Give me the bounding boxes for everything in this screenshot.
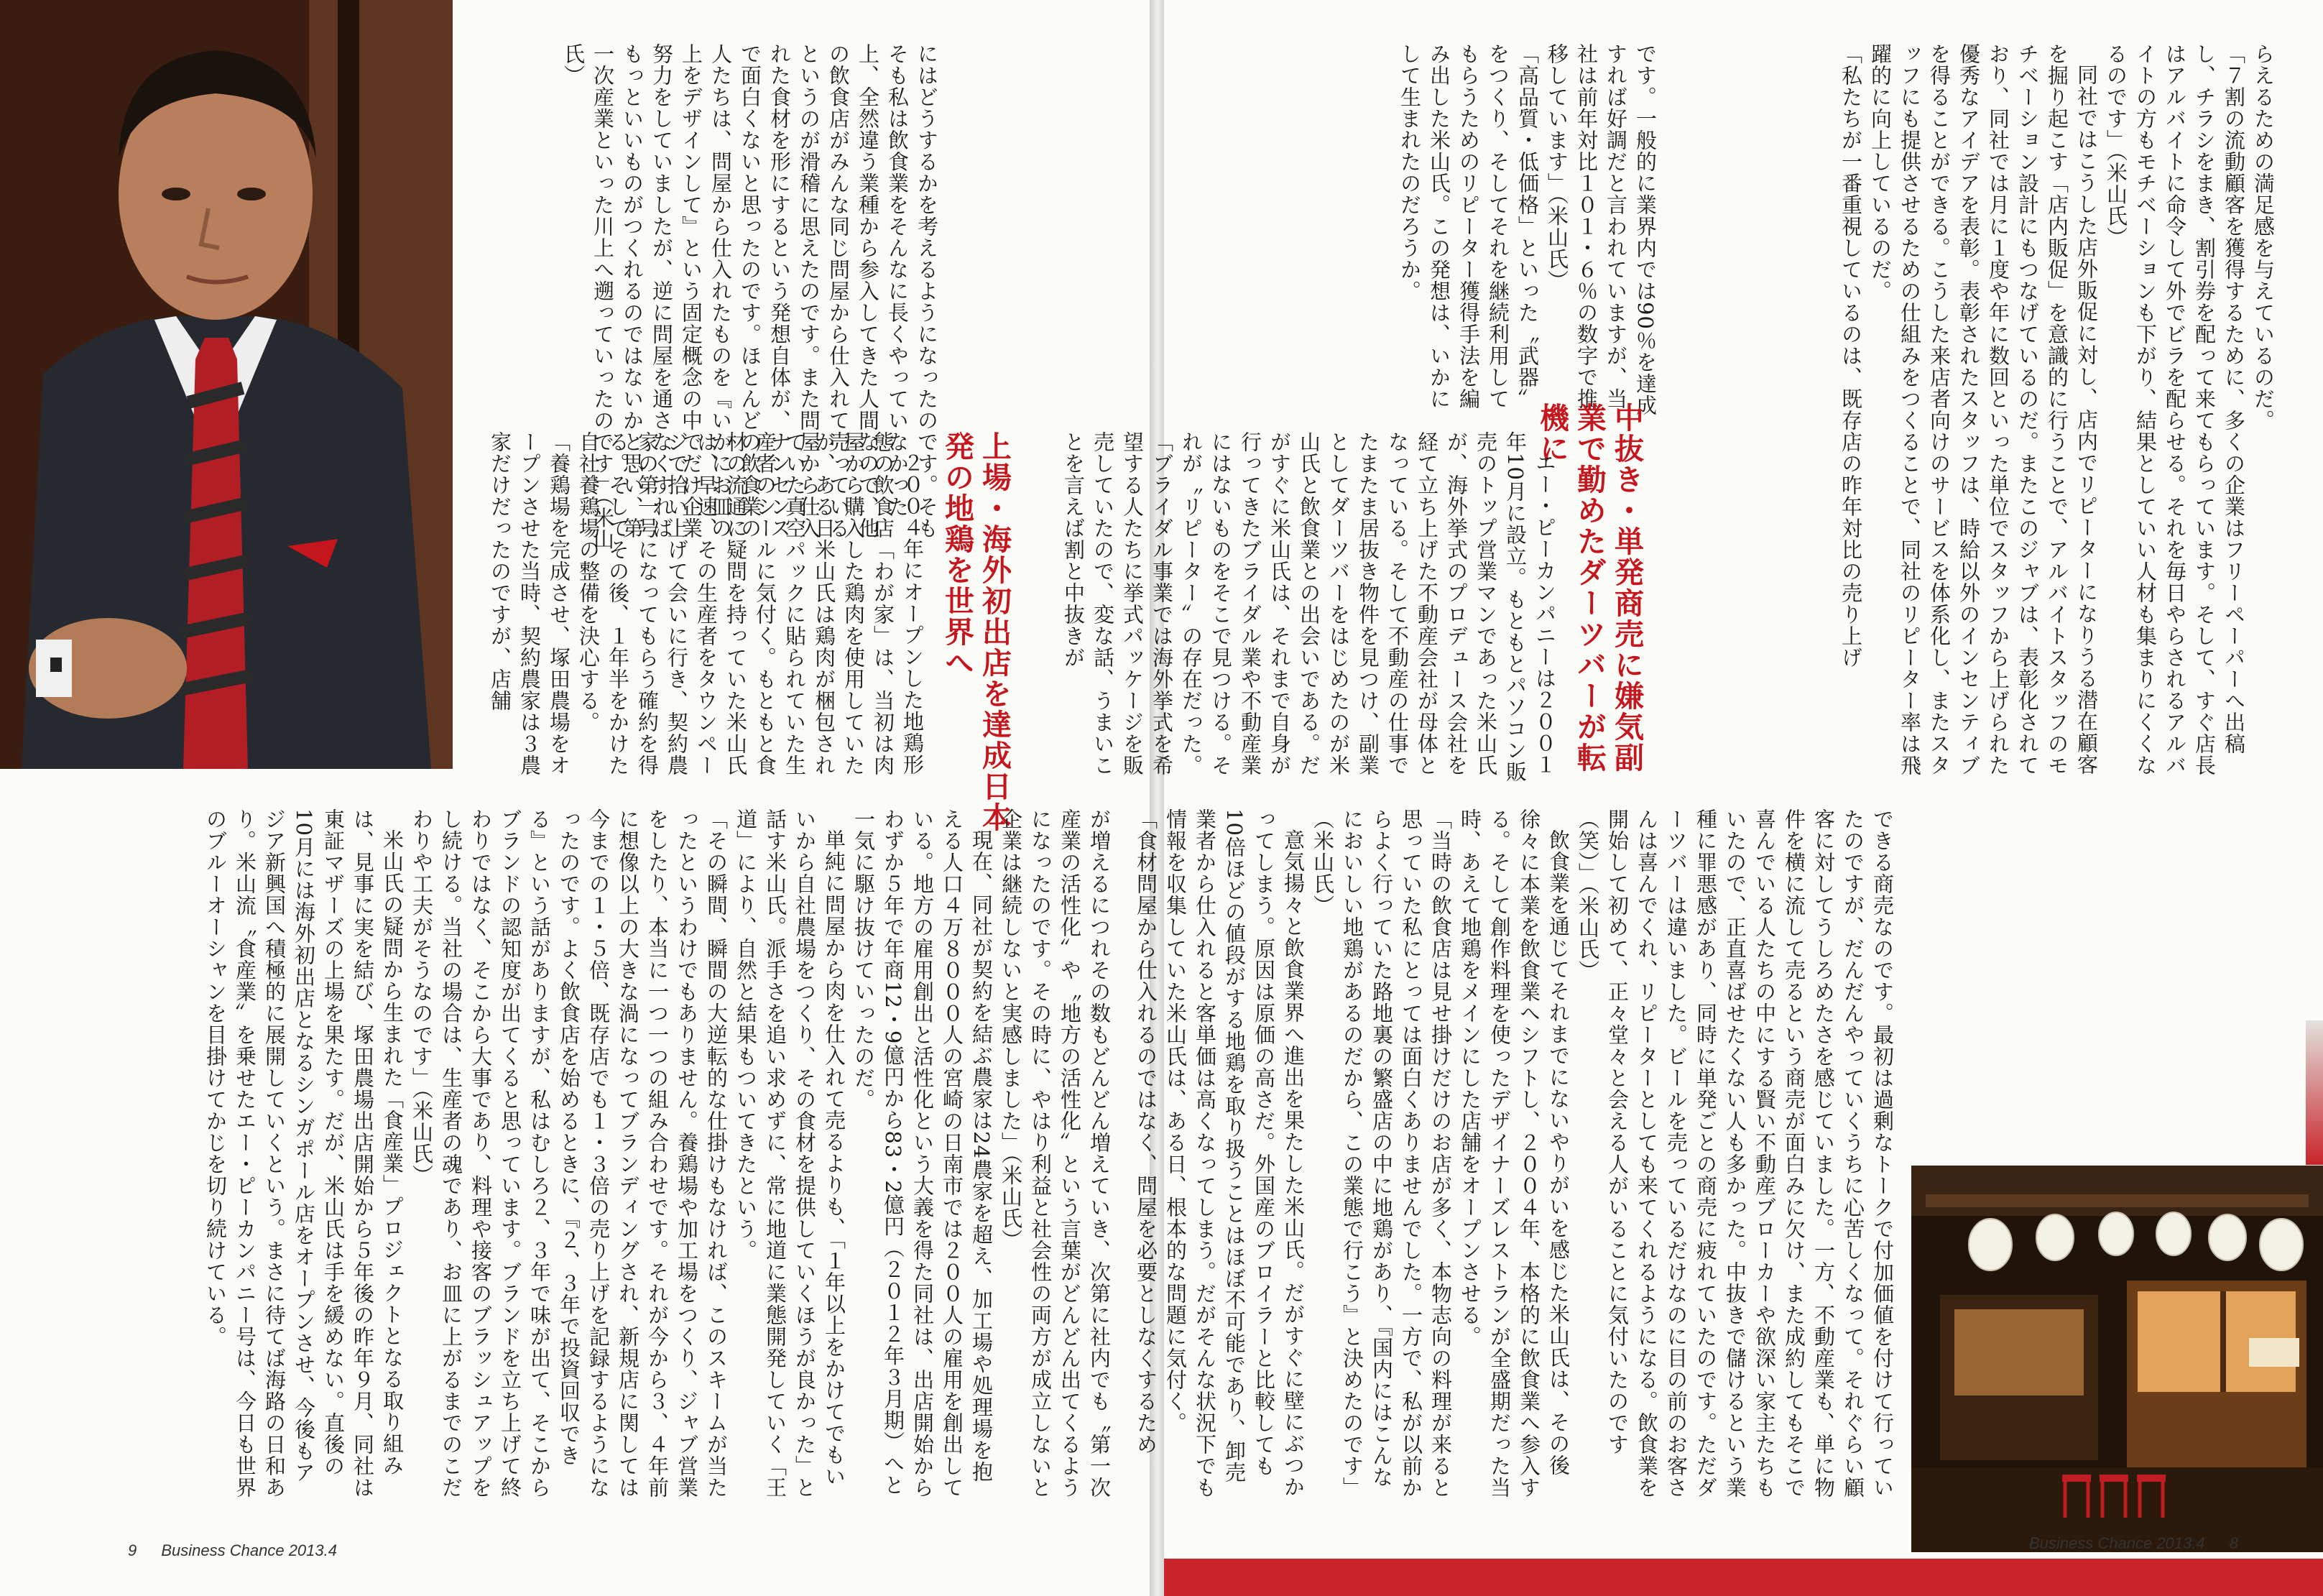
paragraph: 「その瞬間、瞬間の大逆転的な仕掛けもなければ、このスキームが当たったというわけでもありません。養鶏場や加工場をつくり、ジャブ営業をしたり、本当に一つ一つの組み合わせです。それが今から３、４年前に想像以上の大きな渦になってブランディングされ、新規店に関しては今までの１・５倍、既存店でも１・３倍の売り上げを記録するようになったのです。よく飲食店を始めるときに、『２、３年で投資回収できる』という話がありますが、私はむしろ２、３年で味が出て、そこからブランドの認知度が出てくると思っています。ブランドを立ち上げて終わりではなく、そこから大事であり、料理や接客のブラッシュアップをし続ける。当社の場合は、生産者の魂であり、お皿に上がるまでのこだわりや工夫がそうなのです」（米山氏） bbox=[410, 808, 729, 1498]
magazine-issue: Business Chance 2013.4 bbox=[161, 1541, 337, 1559]
paragraph: が増えるにつれその数もどんどん増えていき、次第に社内でも〝第一次産業の活性化〟や〝地方の活性化〟という言葉がどんどん出てくるようになったのです。その時に、やはり利益と社会性の両方が成立しないと企業は継続しないと実感しました」（米山氏） bbox=[999, 808, 1112, 1498]
article-upper-left-columns bbox=[1236, 43, 1660, 424]
paragraph: 米山氏の疑問から生まれた「食産業」プロジェクトとなる取り組みは、見事に実を結び、塚田農場出店開始から５年後の昨年９月、同社は東証マザーズの上場を果たす。だが、米山氏は手を緩めない。直後の10月には海外初出店となるシンガポール店をオープンさせ、今後もアジア新興国へ積極的に展開していくという。まさに待てば海路の日和あり。米山流〝食産業〟を乗せたエー・ピーカンパニー号は、今日も世界のブルーオーシャンを目掛けてかじを切り続けている。 bbox=[203, 808, 405, 1498]
paragraph: にはどうするかを考えるようになったのです。そもそも私は飲食業をそんなに長くやっていなかった上、全然違う業種から参入してきた人間なので、他の飲食店がみんな同じ問屋から仕入れて売っているというのが滑稽に思えたのです。また問屋から仕入れた食材を形にするという発想自体が、ナンセンスで面白くないと思ったのです。ほとんどの飲食業の人たちは、問屋から仕入れたものを『いかにお皿の上をデザインして』という固定概念の中でだけ企業努力をしていましたが、逆に問屋を通さなくすればもっといいものがつくれるのではないかと思い、第一次産業といった川上へ遡っていったのです」（米山氏） bbox=[561, 43, 939, 550]
page-number: 9 bbox=[128, 1541, 137, 1559]
businessman-portrait-illustration bbox=[0, 0, 453, 769]
paragraph: 現在、同社が契約を結ぶ農家は24農家を超え、加工場や処理場を抱える人口４万８０００人の宮崎の日南市では２００人の雇用を創出している。地方の雇用創出と活性化という大義を得た同社は、出店開始からわずか５年で年商12・9億円から83・2億円（２０１２年３月期）へと一気に駆け抜けていったのだ。 bbox=[851, 808, 994, 1498]
paragraph: 単純に問屋から肉を仕入れて売るよりも、「１年以上をかけてでもいいから自社農場をつくり、その食材を提供していくほうが良かった」と話す米山氏。派手さを追い求めずに、常に地道に業態開発していく「王道」により、自然と結果もついてきたという。 bbox=[734, 808, 846, 1498]
paragraph: ２００４年にオープンした地鶏形態の飲食店「わが家」は、当初は肉屋から購入した鶏肉を使用していたが、ある日米山氏は鶏肉が梱包されていた真空パックに貼られていた生産者のシールに気付く。もともと食材の流通に疑問を持っていた米山氏は、早速、その生産者をタウンページで拾い上げて会いに行き、契約農家の第一号になってもらう確約を得る。そしてその後、１年半をかけた自社養鶏場の整備を決心する。 bbox=[576, 431, 925, 776]
folio-right bbox=[2029, 1534, 2258, 1553]
right-page bbox=[1061, 0, 2323, 1596]
folio-left bbox=[108, 1541, 337, 1560]
paragraph: 「養鶏場を完成させ、塚田農場をオープンさせた当時、契約農家は３農家だけだったのですが、店舗 bbox=[488, 431, 571, 776]
paragraph: 意気揚々と飲食業界へ進出を果たした米山氏。だがすぐに壁にぶつかってしまう。原因は原価の高さだ。外国産のブロイラーと比較しても10倍ほどの値段がする地鶏を取り扱うことはほぼ不可能であり、卸売業者から仕入れると客単価は高くなってしまう。だがそんな状況下でも情報を収集していた米山氏は、ある日、根本的な問題に気付く。 bbox=[1163, 808, 1306, 1498]
article-lower-columns-left-page bbox=[86, 808, 1114, 1498]
left-page bbox=[0, 0, 1150, 1596]
paragraph: です。一般的に業界内では90％を達成すれば好調だと言われていますが、当社は前年対比１０１・６％の数字で推移しています」（米山氏） bbox=[1545, 43, 1658, 416]
paragraph: エー・ピーカンパニーは２００１年10月に設立。もともとパソコン販売のトップ営業マンであった米山氏が、海外挙式のプロデュース会社を経て立ち上げた不動産会社が母体となっている。そして不動産の仕事でたまたま居抜き物件を見つけ、副業としてダーツバーをはじめたのが米山氏と飲食業との出会いである。だがすぐに米山氏は、それまで自身が行ってきたブライダル業や不動産業にはないものをそこで見つける。それが〝リピーター〟の存在だった。 bbox=[1179, 431, 1557, 783]
red-footer-band bbox=[1164, 1559, 2323, 1596]
red-edge-accent bbox=[2306, 1020, 2323, 1165]
izakaya-storefront-illustration bbox=[1911, 1166, 2323, 1552]
paragraph: 「当時の飲食店は見せ掛けだけのお店が多く、本物志向の料理が来ると思っていた私にとっては面白くありませんでした。一方で、私が以前からよく行っていた路地裏の繁盛店の中に地鶏があり、『国内にはこんなにおいしい地鶏があるのだから、この業態で行こう』と決めたのです」（米山氏） bbox=[1311, 808, 1453, 1498]
paragraph: 同社ではこうした店外販促に対し、店内でリピーターになりうる潜在顧客を掘り起こす「店内販促」を意識的に行うことで、アルバイトスタッフのモチベーション設計にもつなげているのだ。またこのジャブは、表彰化されており、同社では月に１度や年に数回といった単位でスタッフから上げられた優秀なアイデアを表彰。表彰されたスタッフは、時給以外のインセンティブを得ることができる。こうした来店者向けのサービスを体系化し、またスタッフにも提供させるための仕組みをつくることで、同社のリピーター率は飛躍的に向上しているのだ。 bbox=[1868, 43, 2099, 776]
paragraph: 「私たちが一番重視しているのは、既存店の昨年対比の売り上げ bbox=[1839, 43, 1863, 668]
magazine-issue: Business Chance 2013.4 bbox=[2029, 1534, 2205, 1552]
page-number: 8 bbox=[2229, 1534, 2238, 1552]
paragraph: 「食材問屋から仕入れるのではなく、問屋を必要としなくするため bbox=[1134, 808, 1158, 1455]
paragraph: できる商売なのです。最初は過剰なトークで付加価値を付けて行っていたのですが、だんだんやっていくうちに心苦しくなって。それぐらい顧客に対してうしろめたさを感じていました。一方、不動産業も、単に物件を横に流して売るという商売が面白みに欠け、また成約してもそこで喜んでいる人たちの中にする賢い不動産ブローカーや欲深い家主たちもいたので、正直喜ばせたくない人も多かった。中抜きで儲けるという業種に罪悪感があり、同時に単発ごとの商売に疲れていたのです。ただダーツバーは違いました。ビールを売っているだけなのに目の前のお客さんは喜んでくれ、リピーターとしても来てくれるようになる。飲食業を開始して初めて、正々堂々と会える人がいることに気付いたのです（笑）」（米山氏） bbox=[1576, 808, 1895, 1498]
paragraph: 「ブライダル事業では海外挙式を希望する人たちに挙式パッケージを販売していたので、変な話、うまいことを言えば割と中抜きが bbox=[1061, 431, 1174, 776]
portrait-photo bbox=[0, 0, 453, 769]
paragraph: 「７割の流動顧客を獲得するために、多くの企業はフリーペーパーへ出稿し、チラシをまき、割引券を配って来てもらっています。そして、すぐ店長はアルバイトに命令して外でビラを配らせる。それを毎日やらされるアルバイトの方もモチベーションも下がり、結果としていい人材も集まりにくくなるのです」（米山氏） bbox=[2104, 43, 2246, 776]
article-upper-right-columns bbox=[1660, 43, 2278, 783]
paragraph: 飲食業を通じてそれまでにないやりがいを感じた米山氏は、その後徐々に本業を飲食業へシフトし、２００４年、本格的に飲食業へ参入する。そして創作料理を使ったデザイナーズレストランが全盛期だった当時、あえて地鶏をメインにした店舗をオープンさせる。 bbox=[1458, 808, 1571, 1498]
section-body-left-page bbox=[488, 431, 927, 776]
article-lower-columns-right-page bbox=[1134, 808, 1897, 1498]
paragraph: 「高品質・低価格」といった〝武器〟をつくり、そしてそれを継続利用してもらうためのリピーター獲得手法を編み出した米山氏。この発想は、いかにして生まれたのだろうか。 bbox=[1398, 43, 1540, 410]
section-body-right-page bbox=[1061, 431, 1559, 783]
section-headline-left-page: 上場・海外初出店を達成日本発の地鶏を世界へ bbox=[940, 431, 1012, 833]
section-headline-right-page: 中抜き・単発商売に嫌気副業で勤めたダーツバーが転機に bbox=[1535, 402, 1644, 773]
paragraph: らえるための満足感を与えているのだ。 bbox=[2251, 43, 2276, 431]
restaurant-photo bbox=[1911, 1166, 2323, 1552]
